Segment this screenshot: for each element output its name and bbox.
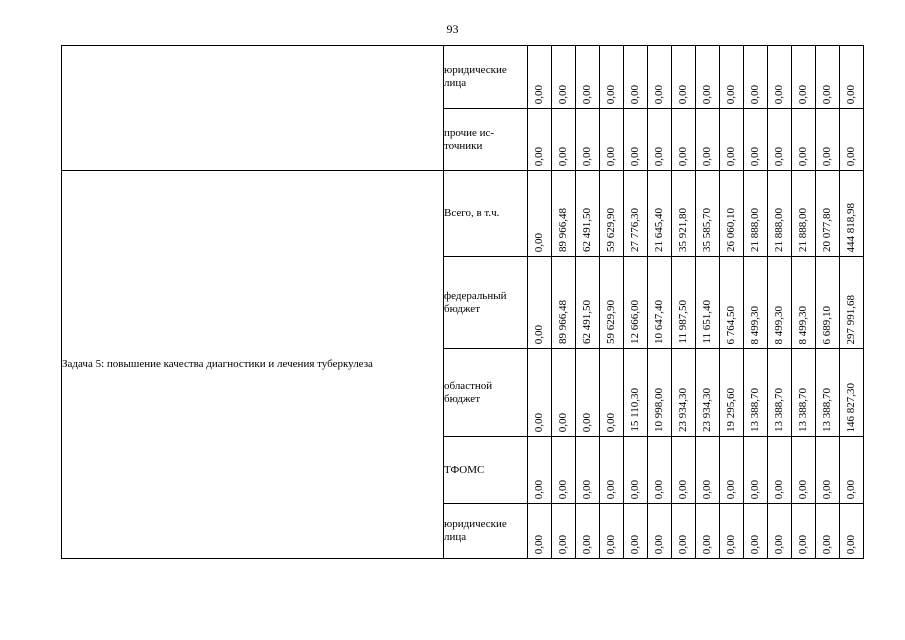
value-text: 21 645,40 [653,208,665,252]
value-cell [816,349,840,437]
value-cell [600,257,624,349]
task-cell: Задача 5: повышение качества диагностики и лечения туберкулеза [62,171,444,559]
value-text: 0,00 [821,146,833,166]
value-cell [744,349,768,437]
value-cell [672,349,696,437]
value-text: 62 491,50 [581,300,593,344]
value-text: 6 764,50 [725,305,737,344]
value-cell [648,109,672,171]
value-text: 19 295,60 [725,388,737,432]
value-text: 10 998,00 [653,388,665,432]
value-cell [840,109,864,171]
value-text: 0,00 [749,534,761,554]
value-text: 444 818,98 [845,202,857,252]
value-cell [648,437,672,504]
value-text: 20 077,80 [821,208,833,252]
value-cell [600,109,624,171]
table-row [62,171,864,257]
value-cell [576,257,600,349]
value-text: 0,00 [557,412,569,432]
value-text: 0,00 [653,146,665,166]
value-cell [816,504,840,559]
value-text: 0,00 [629,479,641,499]
value-text: 0,00 [773,534,785,554]
value-text: 6 689,10 [821,305,833,344]
funding-source-cell: ТФОМС [444,437,528,504]
funding-source-cell: юридические лица [444,46,528,109]
value-cell [600,46,624,109]
value-text: 0,00 [701,534,713,554]
value-text: 0,00 [533,412,545,432]
value-cell [552,171,576,257]
table-row [62,46,864,109]
funding-source-cell: прочие ис-точники [444,109,528,171]
value-cell [840,171,864,257]
value-text: 297 991,68 [845,294,857,344]
value-text: 35 585,70 [701,208,713,252]
value-cell [648,504,672,559]
budget-table [61,45,864,559]
value-cell [624,257,648,349]
value-text: 0,00 [773,479,785,499]
value-cell [528,171,552,257]
value-text: 0,00 [653,84,665,104]
value-cell [840,349,864,437]
value-cell [528,257,552,349]
value-cell [840,46,864,109]
value-cell [720,46,744,109]
value-cell [720,109,744,171]
value-text: 0,00 [749,84,761,104]
value-text: 0,00 [533,146,545,166]
value-cell [552,257,576,349]
value-text: 10 647,40 [653,300,665,344]
value-text: 0,00 [533,324,545,344]
value-text: 0,00 [821,534,833,554]
value-text: 0,00 [773,84,785,104]
value-cell [792,504,816,559]
value-text: 0,00 [605,534,617,554]
value-cell [576,46,600,109]
value-text: 59 629,90 [605,208,617,252]
value-text: 0,00 [701,146,713,166]
value-text: 0,00 [845,479,857,499]
value-cell [840,504,864,559]
value-cell [744,437,768,504]
value-cell [624,437,648,504]
value-cell [600,349,624,437]
value-cell [672,109,696,171]
value-cell [552,349,576,437]
value-cell [720,349,744,437]
value-text: 0,00 [677,146,689,166]
value-text: 35 921,80 [677,208,689,252]
value-cell [528,46,552,109]
value-cell [816,46,840,109]
value-cell [576,171,600,257]
value-cell [816,437,840,504]
value-text: 23 934,30 [701,388,713,432]
value-cell [576,349,600,437]
value-cell [600,437,624,504]
value-cell [600,171,624,257]
value-text: 23 934,30 [677,388,689,432]
funding-source-cell: федеральный бюджет [444,257,528,349]
value-text: 0,00 [797,84,809,104]
value-text: 0,00 [557,84,569,104]
value-cell [792,437,816,504]
value-cell [624,46,648,109]
value-text: 0,00 [533,534,545,554]
value-cell [768,504,792,559]
value-cell [552,504,576,559]
value-cell [816,171,840,257]
value-cell [720,504,744,559]
value-text: 0,00 [557,479,569,499]
value-cell [696,504,720,559]
value-cell [672,46,696,109]
value-text: 0,00 [725,84,737,104]
value-cell [744,46,768,109]
value-cell [744,504,768,559]
value-cell [528,349,552,437]
value-text: 0,00 [581,479,593,499]
value-text: 0,00 [797,146,809,166]
value-text: 0,00 [581,534,593,554]
value-cell [624,349,648,437]
value-text: 0,00 [653,534,665,554]
value-text: 0,00 [629,146,641,166]
value-cell [720,171,744,257]
value-text: 0,00 [533,84,545,104]
value-cell [576,504,600,559]
value-cell [792,109,816,171]
value-cell [792,349,816,437]
value-cell [768,257,792,349]
value-text: 0,00 [557,146,569,166]
value-text: 0,00 [797,534,809,554]
value-text: 26 060,10 [725,208,737,252]
value-text: 0,00 [581,84,593,104]
value-cell [720,257,744,349]
value-cell [792,257,816,349]
value-cell [768,437,792,504]
value-text: 146 827,30 [845,382,857,432]
value-cell [528,437,552,504]
value-text: 8 499,30 [773,305,785,344]
value-text: 0,00 [821,479,833,499]
value-cell [672,171,696,257]
value-text: 12 666,00 [629,300,641,344]
value-cell [816,109,840,171]
value-cell [768,109,792,171]
value-text: 21 888,00 [797,208,809,252]
value-cell [696,349,720,437]
value-cell [648,171,672,257]
value-cell [672,437,696,504]
value-text: 59 629,90 [605,300,617,344]
value-cell [624,171,648,257]
value-text: 62 491,50 [581,208,593,252]
value-text: 0,00 [725,534,737,554]
value-text: 21 888,00 [749,208,761,252]
value-text: 13 388,70 [749,388,761,432]
value-text: 0,00 [821,84,833,104]
value-cell [552,437,576,504]
page-number: 93 [446,22,459,36]
value-cell [696,437,720,504]
value-cell [552,109,576,171]
value-text: 0,00 [677,479,689,499]
value-cell [768,349,792,437]
value-text: 0,00 [725,479,737,499]
value-cell [552,46,576,109]
value-text: 8 499,30 [797,305,809,344]
value-cell [768,171,792,257]
value-cell [744,257,768,349]
value-text: 0,00 [749,146,761,166]
value-cell [528,109,552,171]
value-cell [768,46,792,109]
value-cell [600,504,624,559]
value-cell [696,171,720,257]
value-cell [816,257,840,349]
value-text: 13 388,70 [821,388,833,432]
value-cell [696,109,720,171]
value-text: 89 966,48 [557,208,569,252]
value-cell [528,504,552,559]
value-cell [576,109,600,171]
value-text: 0,00 [605,479,617,499]
funding-source-cell: юридические лица [444,504,528,559]
value-cell [720,437,744,504]
value-text: 0,00 [773,146,785,166]
value-text: 0,00 [845,84,857,104]
value-text: 0,00 [629,534,641,554]
value-cell [672,504,696,559]
funding-source-cell: областной бюджет [444,349,528,437]
value-cell [792,171,816,257]
value-text: 13 388,70 [773,388,785,432]
value-cell [744,171,768,257]
value-cell [576,437,600,504]
value-text: 0,00 [581,412,593,432]
value-text: 89 966,48 [557,300,569,344]
value-cell [624,504,648,559]
value-cell [648,257,672,349]
value-text: 0,00 [797,479,809,499]
value-text: 27 776,30 [629,208,641,252]
value-text: 0,00 [605,146,617,166]
value-cell [624,109,648,171]
value-text: 0,00 [701,84,713,104]
value-text: 0,00 [557,534,569,554]
value-text: 11 987,50 [677,300,689,344]
value-text: 0,00 [677,84,689,104]
value-text: 11 651,40 [701,300,713,344]
value-cell [792,46,816,109]
value-text: 0,00 [653,479,665,499]
value-text: 13 388,70 [797,388,809,432]
value-text: 15 110,30 [629,388,641,432]
value-cell [840,437,864,504]
value-text: 0,00 [677,534,689,554]
value-text: 0,00 [533,232,545,252]
value-text: 0,00 [845,534,857,554]
value-text: 0,00 [749,479,761,499]
value-text: 0,00 [605,84,617,104]
value-text: 0,00 [845,146,857,166]
value-cell [672,257,696,349]
funding-source-cell: Всего, в т.ч. [444,171,528,257]
value-text: 0,00 [701,479,713,499]
value-text: 8 499,30 [749,305,761,344]
value-cell [696,257,720,349]
value-cell [744,109,768,171]
value-text: 0,00 [725,146,737,166]
value-text: 0,00 [581,146,593,166]
value-text: 0,00 [605,412,617,432]
value-cell [648,349,672,437]
value-cell [696,46,720,109]
value-cell [840,257,864,349]
value-text: 0,00 [533,479,545,499]
task-cell-empty [62,46,444,171]
value-text: 0,00 [629,84,641,104]
value-text: 21 888,00 [773,208,785,252]
value-cell [648,46,672,109]
